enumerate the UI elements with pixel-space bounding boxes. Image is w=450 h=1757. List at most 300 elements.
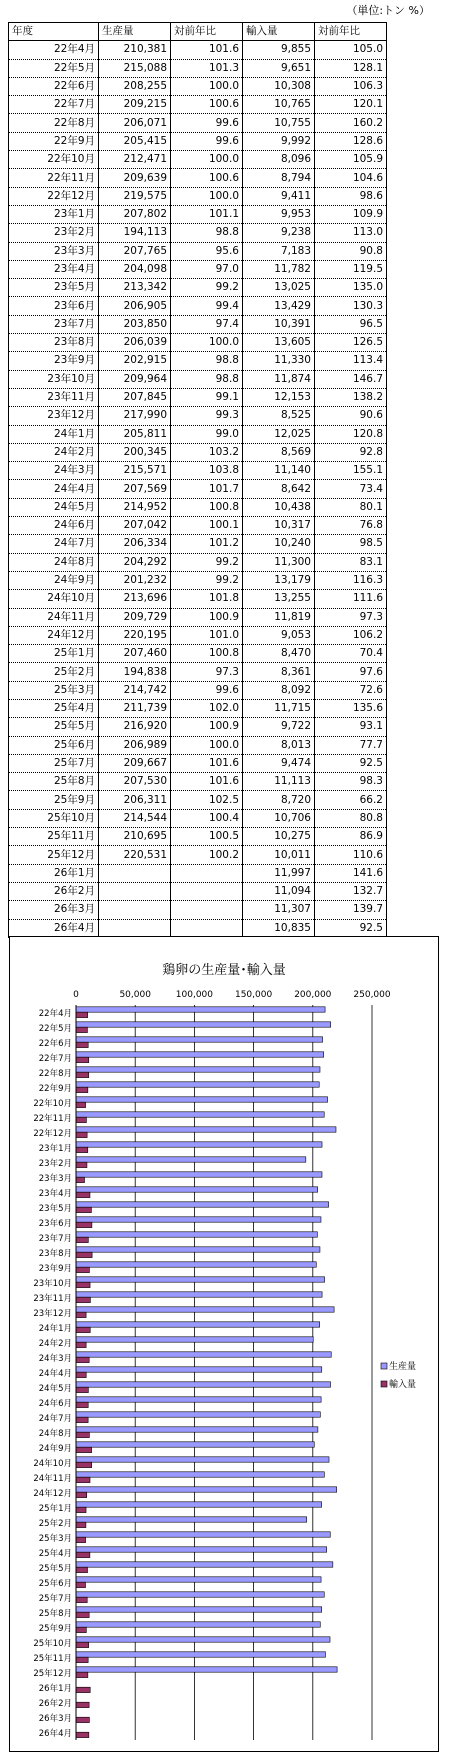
y-category-label: 24年10月 [33,1458,72,1469]
cell-production: 216,920 [99,718,171,736]
y-category-label: 23年1月 [38,1143,72,1154]
bar-production [76,1562,333,1567]
bar-production [76,1487,337,1492]
cell-period: 22年9月 [9,132,99,150]
bar-production [76,1427,318,1432]
cell-production [99,882,171,900]
cell-import-yoy: 109.9 [315,205,387,223]
cell-period: 25年7月 [9,754,99,772]
bar-import [76,1462,92,1467]
cell-import: 13,025 [243,279,315,297]
cell-import: 12,153 [243,388,315,406]
cell-import: 9,992 [243,132,315,150]
table-row [9,645,387,663]
header-production-yoy: 対前年比 [171,23,243,41]
x-tick-label: 50,000 [119,990,151,1000]
cell-import-yoy: 98.6 [315,187,387,205]
cell-import: 8,361 [243,663,315,681]
cell-production: 208,255 [99,77,171,95]
chart-title: 鶏卵の生産量･輸入量 [162,963,286,978]
bar-production [76,1607,322,1612]
table-row [9,773,387,791]
bar-import [76,1657,88,1662]
bar-import [76,1132,87,1137]
bar-import [76,1402,88,1407]
bar-production [76,1667,337,1672]
cell-production: 213,342 [99,279,171,297]
bar-import [76,1597,87,1602]
cell-production: 207,530 [99,773,171,791]
table-row [9,699,387,717]
cell-import-yoy: 110.6 [315,846,387,864]
table-row [9,315,387,333]
bar-production [76,1412,320,1417]
legend-swatch-production [381,1363,387,1369]
table-row [9,809,387,827]
cell-period: 22年12月 [9,187,99,205]
bar-import [76,1417,88,1422]
y-category-label: 24年6月 [38,1398,72,1409]
bar-import [76,1027,87,1032]
cell-import: 11,140 [243,462,315,480]
cell-production-yoy: 101.0 [171,626,243,644]
bar-import [76,1627,86,1632]
table-row [9,59,387,77]
y-category-label: 25年3月 [38,1533,72,1544]
table-row [9,901,387,919]
cell-period: 26年2月 [9,882,99,900]
cell-production-yoy: 99.2 [171,279,243,297]
table-row [9,224,387,242]
cell-period: 24年10月 [9,590,99,608]
cell-import: 11,307 [243,901,315,919]
cell-production-yoy: 99.6 [171,681,243,699]
cell-period: 25年4月 [9,699,99,717]
cell-period: 26年3月 [9,901,99,919]
y-category-label: 23年9月 [38,1263,72,1274]
cell-import-yoy: 141.6 [315,864,387,882]
cell-import-yoy: 86.9 [315,828,387,846]
y-category-label: 24年1月 [38,1323,72,1334]
cell-period: 24年9月 [9,571,99,589]
bar-production [76,1157,306,1162]
cell-production-yoy: 100.0 [171,187,243,205]
table-row [9,407,387,425]
cell-import: 13,179 [243,571,315,589]
cell-import: 9,053 [243,626,315,644]
cell-import-yoy: 128.1 [315,59,387,77]
bar-production [76,1592,324,1597]
bar-production [76,1622,320,1627]
table-row [9,608,387,626]
cell-import: 10,765 [243,96,315,114]
cell-period: 24年5月 [9,498,99,516]
cell-period: 23年8月 [9,334,99,352]
bar-production [76,1322,320,1327]
y-category-label: 22年9月 [38,1083,72,1094]
cell-production: 205,415 [99,132,171,150]
cell-import-yoy: 130.3 [315,297,387,315]
cell-production: 201,232 [99,571,171,589]
cell-production-yoy: 97.3 [171,663,243,681]
y-category-label: 24年7月 [38,1413,72,1424]
y-category-label: 24年11月 [33,1473,72,1484]
cell-production: 219,575 [99,187,171,205]
table-row [9,187,387,205]
y-category-label: 22年11月 [33,1113,72,1124]
cell-production-yoy: 102.5 [171,791,243,809]
bar-import [76,1687,90,1692]
cell-import: 10,240 [243,535,315,553]
cell-import: 11,113 [243,773,315,791]
bar-production [76,1127,336,1132]
bar-import [76,1102,86,1107]
cell-period: 25年12月 [9,846,99,864]
bar-import [76,1042,88,1047]
cell-import-yoy: 132.7 [315,882,387,900]
cell-period: 25年1月 [9,645,99,663]
table-row [9,498,387,516]
cell-import: 10,308 [243,77,315,95]
cell-production-yoy: 100.0 [171,77,243,95]
bar-production [76,1142,322,1147]
y-category-label: 25年1月 [38,1503,72,1514]
bar-production [76,1292,322,1297]
y-category-label: 24年5月 [38,1383,72,1394]
x-tick-label: 0 [73,990,79,1000]
table-row [9,77,387,95]
cell-production-yoy: 101.3 [171,59,243,77]
bar-production [76,1502,322,1507]
table-row [9,443,387,461]
bar-import [76,1327,90,1332]
cell-production-yoy [171,919,243,937]
cell-production: 205,811 [99,425,171,443]
y-category-label: 24年12月 [33,1488,72,1499]
cell-production: 209,639 [99,169,171,187]
cell-import: 10,755 [243,114,315,132]
y-category-label: 23年10月 [33,1278,72,1289]
cell-period: 24年3月 [9,462,99,480]
y-category-label: 25年9月 [38,1623,72,1634]
header-import-yoy: 対前年比 [315,23,387,41]
bar-production [76,1352,331,1357]
cell-production-yoy: 99.6 [171,114,243,132]
cell-period: 24年2月 [9,443,99,461]
table-row [9,114,387,132]
cell-production [99,864,171,882]
bar-import [76,1447,92,1452]
y-category-label: 23年5月 [38,1203,72,1214]
bar-production [76,1172,322,1177]
bar-import [76,1672,88,1677]
cell-import-yoy: 98.5 [315,535,387,553]
unit-label: （単位:トン %） [346,4,430,17]
bar-import [76,1252,92,1257]
cell-production-yoy: 102.0 [171,699,243,717]
y-category-label: 25年10月 [33,1638,72,1649]
cell-import-yoy: 97.6 [315,663,387,681]
cell-import: 10,706 [243,809,315,827]
bar-production [76,1097,328,1102]
bar-import [76,1477,90,1482]
table-row [9,352,387,370]
bar-import [76,1012,88,1017]
bar-import [76,1222,92,1227]
table-row [9,553,387,571]
cell-import: 7,183 [243,242,315,260]
cell-production: 209,729 [99,608,171,626]
cell-production-yoy: 100.6 [171,96,243,114]
cell-production: 206,071 [99,114,171,132]
cell-production-yoy: 97.0 [171,260,243,278]
cell-production-yoy: 100.4 [171,809,243,827]
y-category-label: 26年3月 [38,1713,72,1724]
cell-period: 23年7月 [9,315,99,333]
table-row [9,828,387,846]
x-tick-label: 200,000 [294,990,332,1000]
cell-production-yoy: 100.9 [171,608,243,626]
y-category-label: 25年5月 [38,1563,72,1574]
cell-production: 207,042 [99,517,171,535]
table-row [9,718,387,736]
cell-import: 12,025 [243,425,315,443]
cell-period: 25年10月 [9,809,99,827]
cell-production-yoy: 100.2 [171,846,243,864]
bar-import [76,1732,89,1737]
bar-import [76,1177,85,1182]
bar-import [76,1282,90,1287]
cell-import: 8,720 [243,791,315,809]
cell-production: 215,088 [99,59,171,77]
table-row [9,334,387,352]
cell-period: 25年9月 [9,791,99,809]
cell-import: 9,722 [243,718,315,736]
cell-production: 202,915 [99,352,171,370]
header-import: 輸入量 [243,23,315,41]
bar-import [76,1432,89,1437]
table-row [9,736,387,754]
cell-import-yoy: 97.3 [315,608,387,626]
cell-import-yoy: 77.7 [315,736,387,754]
cell-import: 13,255 [243,590,315,608]
bar-import [76,1567,88,1572]
y-category-label: 25年6月 [38,1578,72,1589]
cell-period: 22年4月 [9,41,99,59]
bar-chart [10,937,438,1751]
x-tick-label: 100,000 [175,990,214,1000]
cell-production: 220,531 [99,846,171,864]
cell-production-yoy: 99.1 [171,388,243,406]
cell-production: 211,739 [99,699,171,717]
cell-period: 23年5月 [9,279,99,297]
bar-import [76,1702,89,1707]
cell-import: 8,092 [243,681,315,699]
y-category-label: 23年6月 [38,1218,72,1229]
cell-import: 11,874 [243,370,315,388]
cell-period: 25年5月 [9,718,99,736]
bar-production [76,1307,334,1312]
cell-production: 206,311 [99,791,171,809]
cell-period: 25年3月 [9,681,99,699]
cell-import-yoy: 80.1 [315,498,387,516]
cell-production-yoy: 101.6 [171,41,243,59]
cell-import: 8,096 [243,151,315,169]
cell-import-yoy: 70.4 [315,645,387,663]
cell-import-yoy: 83.1 [315,553,387,571]
table-row [9,132,387,150]
y-category-label: 23年7月 [38,1233,72,1244]
cell-period: 25年8月 [9,773,99,791]
bar-production [76,1277,325,1282]
cell-import: 10,275 [243,828,315,846]
table-row [9,169,387,187]
cell-import-yoy: 76.8 [315,517,387,535]
bar-import [76,1117,86,1122]
cell-production: 206,039 [99,334,171,352]
cell-import: 10,317 [243,517,315,535]
cell-import: 8,525 [243,407,315,425]
cell-period: 25年11月 [9,828,99,846]
bar-production [76,1337,313,1342]
bar-production [76,1532,330,1537]
cell-import-yoy: 138.2 [315,388,387,406]
bar-import [76,1642,89,1647]
table-row [9,41,387,59]
table-row [9,571,387,589]
cell-production: 206,334 [99,535,171,553]
bar-import [76,1087,88,1092]
cell-production-yoy: 99.0 [171,425,243,443]
cell-production-yoy: 98.8 [171,224,243,242]
cell-import-yoy: 92.5 [315,754,387,772]
cell-production: 209,964 [99,370,171,388]
cell-import-yoy: 92.5 [315,919,387,937]
bar-production [76,1652,325,1657]
bar-import [76,1297,90,1302]
table-row [9,480,387,498]
table-row [9,535,387,553]
cell-production: 210,695 [99,828,171,846]
cell-production: 215,571 [99,462,171,480]
cell-import: 11,330 [243,352,315,370]
cell-production: 214,742 [99,681,171,699]
bar-import [76,1267,89,1272]
table-row [9,681,387,699]
cell-import: 9,411 [243,187,315,205]
cell-import: 13,429 [243,297,315,315]
bar-production [76,1457,329,1462]
bar-production [76,1007,325,1012]
cell-period: 23年3月 [9,242,99,260]
cell-import-yoy: 73.4 [315,480,387,498]
cell-production: 203,850 [99,315,171,333]
cell-production-yoy: 100.6 [171,169,243,187]
bar-import [76,1207,91,1212]
cell-import-yoy: 80.8 [315,809,387,827]
cell-production: 209,215 [99,96,171,114]
bar-import [76,1312,86,1317]
legend-label-import: 輸入量 [389,1380,417,1390]
y-category-label: 22年8月 [38,1068,72,1079]
cell-import-yoy: 92.8 [315,443,387,461]
cell-period: 24年12月 [9,626,99,644]
cell-production-yoy [171,901,243,919]
y-category-label: 25年8月 [38,1608,72,1619]
y-category-label: 22年4月 [38,1008,72,1019]
cell-import-yoy: 96.5 [315,315,387,333]
cell-period: 24年8月 [9,553,99,571]
cell-period: 23年4月 [9,260,99,278]
cell-import: 11,819 [243,608,315,626]
cell-import-yoy: 105.9 [315,151,387,169]
bar-production [76,1637,330,1642]
production-import-table [8,22,387,938]
cell-period: 25年2月 [9,663,99,681]
table-row [9,882,387,900]
cell-production-yoy: 100.0 [171,151,243,169]
cell-import: 11,300 [243,553,315,571]
y-category-label: 25年11月 [33,1653,72,1664]
cell-period: 23年6月 [9,297,99,315]
cell-production: 206,989 [99,736,171,754]
table-row [9,151,387,169]
legend-label-production: 生産量 [389,1362,417,1372]
cell-production-yoy: 97.4 [171,315,243,333]
table-row [9,462,387,480]
bar-production [76,1367,322,1372]
table-row [9,388,387,406]
cell-production-yoy: 100.9 [171,718,243,736]
table-row [9,663,387,681]
cell-import-yoy: 93.1 [315,718,387,736]
cell-production-yoy: 100.0 [171,334,243,352]
cell-production-yoy: 98.8 [171,370,243,388]
cell-production-yoy: 100.1 [171,517,243,535]
y-category-label: 25年2月 [38,1518,72,1529]
table-row [9,791,387,809]
cell-period: 23年9月 [9,352,99,370]
cell-period: 22年5月 [9,59,99,77]
cell-import-yoy: 119.5 [315,260,387,278]
y-category-label: 23年2月 [38,1158,72,1169]
cell-import: 10,391 [243,315,315,333]
cell-period: 24年6月 [9,517,99,535]
y-category-label: 22年6月 [38,1038,72,1049]
cell-production-yoy: 101.2 [171,535,243,553]
cell-period: 23年2月 [9,224,99,242]
cell-production-yoy [171,864,243,882]
cell-production-yoy: 99.2 [171,571,243,589]
cell-period: 22年8月 [9,114,99,132]
bar-production [76,1472,324,1477]
cell-period: 26年1月 [9,864,99,882]
cell-period: 23年11月 [9,388,99,406]
cell-production: 200,345 [99,443,171,461]
bar-production [76,1022,331,1027]
header-period: 年度 [9,23,99,41]
bar-production [76,1112,324,1117]
cell-import-yoy: 106.2 [315,626,387,644]
cell-import: 9,474 [243,754,315,772]
cell-import-yoy: 72.6 [315,681,387,699]
bar-import [76,1072,89,1077]
header-production: 生産量 [99,23,171,41]
y-category-label: 22年12月 [33,1128,72,1139]
cell-production-yoy: 99.4 [171,297,243,315]
cell-import-yoy: 106.3 [315,77,387,95]
y-category-label: 24年8月 [38,1428,72,1439]
